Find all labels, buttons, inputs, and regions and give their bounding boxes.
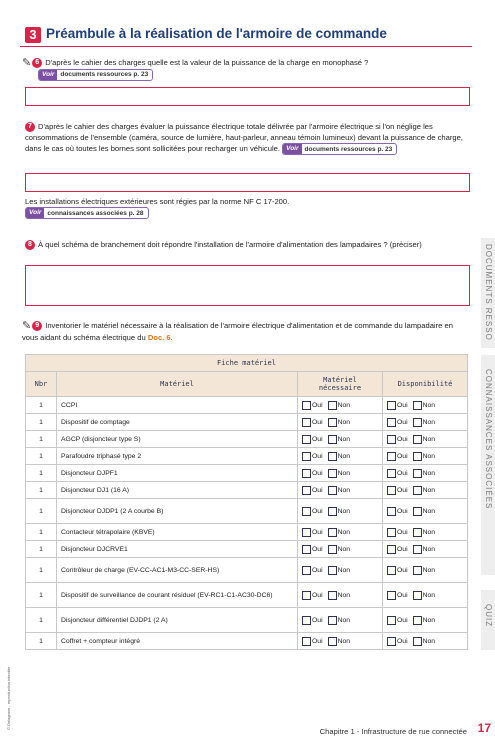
checkbox-oui[interactable] <box>387 591 396 600</box>
row-nbr: 1 <box>26 397 57 414</box>
row-materiel: Disjoncteur DJDP1 (2 A courbe B) <box>57 499 298 524</box>
checkbox-oui[interactable] <box>387 545 396 554</box>
checkbox-non[interactable] <box>328 528 337 537</box>
note-text: Les installations électriques extérieures sont régies par la norme NF C 17-200. <box>25 197 290 206</box>
row-nbr: 1 <box>26 541 57 558</box>
checkbox-oui[interactable] <box>387 469 396 478</box>
checkbox-label-non: Non <box>337 545 351 553</box>
checkbox-oui[interactable] <box>302 545 311 554</box>
checkbox-label-non: Non <box>422 418 436 426</box>
table-row <box>26 414 468 431</box>
row-nbr: 1 <box>26 499 57 524</box>
checkbox-oui[interactable] <box>302 486 311 495</box>
row-nbr: 1 <box>26 414 57 431</box>
checkbox-non[interactable] <box>413 418 422 427</box>
checkbox-label-non: Non <box>422 507 436 515</box>
row-materiel: CCPI <box>57 397 298 414</box>
row-materiel: AGCP (disjoncteur type S) <box>57 431 298 448</box>
row-necessaire <box>298 499 383 524</box>
checkbox-oui[interactable] <box>302 507 311 516</box>
question-number: 7 <box>25 122 35 132</box>
checkbox-non[interactable] <box>328 435 337 444</box>
row-nbr: 1 <box>26 558 57 583</box>
row-dispo <box>383 414 468 431</box>
checkbox-label-oui: Oui <box>397 566 408 574</box>
checkbox-label-oui: Oui <box>312 637 323 645</box>
checkbox-non[interactable] <box>328 401 337 410</box>
row-materiel: Disjoncteur différentiel DJDP1 (2 A) <box>57 608 298 633</box>
checkbox-label-non: Non <box>422 591 436 599</box>
checkbox-oui[interactable] <box>387 418 396 427</box>
checkbox-non[interactable] <box>413 545 422 554</box>
row-necessaire <box>298 448 383 465</box>
voir-link[interactable]: Voir documents ressources p. 23 <box>282 143 397 155</box>
checkbox-label-non: Non <box>337 418 351 426</box>
checkbox-label-oui: Oui <box>312 418 323 426</box>
table-row <box>26 448 468 465</box>
question-number: 9 <box>32 321 42 331</box>
row-dispo <box>383 633 468 650</box>
question-7 <box>25 121 470 155</box>
checkbox-non[interactable] <box>328 566 337 575</box>
row-materiel: Coffret + compteur intégré <box>57 633 298 650</box>
row-necessaire <box>298 583 383 608</box>
table-row <box>26 499 468 524</box>
checkbox-label-oui: Oui <box>312 401 323 409</box>
checkbox-label-oui: Oui <box>397 528 408 536</box>
checkbox-label-non: Non <box>422 545 436 553</box>
answer-box-q8[interactable] <box>25 265 470 306</box>
checkbox-label-oui: Oui <box>312 591 323 599</box>
checkbox-label-non: Non <box>337 486 351 494</box>
side-tab-documents[interactable]: DOCUMENTS RESSO <box>481 238 495 348</box>
checkbox-oui[interactable] <box>387 528 396 537</box>
row-necessaire <box>298 608 383 633</box>
checkbox-non[interactable] <box>413 452 422 461</box>
checkbox-non[interactable] <box>413 528 422 537</box>
checkbox-non[interactable] <box>413 435 422 444</box>
checkbox-non[interactable] <box>328 486 337 495</box>
checkbox-oui[interactable] <box>302 591 311 600</box>
row-materiel: Contrôleur de charge (EV-CC-AC1-M3-CC-SER-HS) <box>57 558 298 583</box>
checkbox-label-non: Non <box>422 486 436 494</box>
checkbox-label-oui: Oui <box>397 486 408 494</box>
checkbox-label-oui: Oui <box>312 469 323 477</box>
row-materiel: Dispositif de comptage <box>57 414 298 431</box>
checkbox-label-oui: Oui <box>397 637 408 645</box>
row-nbr: 1 <box>26 448 57 465</box>
row-dispo <box>383 499 468 524</box>
fiche-materiel-table <box>25 354 468 650</box>
row-dispo <box>383 524 468 541</box>
checkbox-non[interactable] <box>413 566 422 575</box>
row-dispo <box>383 608 468 633</box>
checkbox-non[interactable] <box>413 637 422 646</box>
checkbox-label-non: Non <box>337 469 351 477</box>
header-necessaire: Matériel nécessaire <box>298 372 383 397</box>
question-number: 8 <box>25 240 35 250</box>
checkbox-label-oui: Oui <box>312 616 323 624</box>
checkbox-label-non: Non <box>337 452 351 460</box>
row-dispo <box>383 465 468 482</box>
checkbox-label-oui: Oui <box>397 401 408 409</box>
checkbox-non[interactable] <box>328 591 337 600</box>
table-row <box>26 558 468 583</box>
checkbox-label-non: Non <box>337 528 351 536</box>
table-body <box>26 397 468 650</box>
checkbox-oui[interactable] <box>302 452 311 461</box>
checkbox-non[interactable] <box>413 591 422 600</box>
table-row <box>26 431 468 448</box>
checkbox-non[interactable] <box>328 637 337 646</box>
checkbox-oui[interactable] <box>387 507 396 516</box>
checkbox-label-non: Non <box>422 469 436 477</box>
pencil-icon: ✎ <box>22 56 32 69</box>
row-necessaire <box>298 541 383 558</box>
checkbox-oui[interactable] <box>387 616 396 625</box>
checkbox-non[interactable] <box>328 616 337 625</box>
checkbox-label-oui: Oui <box>397 545 408 553</box>
row-nbr: 1 <box>26 583 57 608</box>
checkbox-label-oui: Oui <box>312 545 323 553</box>
checkbox-non[interactable] <box>328 418 337 427</box>
checkbox-oui[interactable] <box>302 566 311 575</box>
section-number: 3 <box>25 27 41 43</box>
table-row <box>26 583 468 608</box>
checkbox-label-non: Non <box>422 401 436 409</box>
checkbox-label-oui: Oui <box>312 452 323 460</box>
checkbox-label-non: Non <box>337 435 351 443</box>
question-9: ✎ 9 Inventorier le matériel nécessaire à la réalisation de l'armoire électrique d'alimentation et de commande du lampadaire en vous aidant du schéma électrique du Doc. 6. <box>22 319 453 342</box>
row-nbr: 1 <box>26 482 57 499</box>
voir-link[interactable]: Voir connaissances associées p. 28 <box>25 207 149 219</box>
row-necessaire <box>298 633 383 650</box>
checkbox-label-non: Non <box>422 528 436 536</box>
section-title: Préambule à la réalisation de l'armoire de commande <box>46 26 387 41</box>
question-8 <box>25 239 470 250</box>
question-number: 6 <box>32 58 42 68</box>
checkbox-oui[interactable] <box>387 452 396 461</box>
checkbox-label-non: Non <box>337 401 351 409</box>
row-dispo <box>383 482 468 499</box>
checkbox-non[interactable] <box>413 616 422 625</box>
checkbox-label-non: Non <box>422 452 436 460</box>
checkbox-oui[interactable] <box>387 435 396 444</box>
checkbox-oui[interactable] <box>302 469 311 478</box>
checkbox-label-non: Non <box>337 637 351 645</box>
checkbox-label-oui: Oui <box>312 566 323 574</box>
chapter-footer: Chapitre 1 - Infrastructure de rue connectée <box>319 727 467 736</box>
checkbox-oui[interactable] <box>302 435 311 444</box>
checkbox-label-oui: Oui <box>312 528 323 536</box>
checkbox-label-non: Non <box>422 566 436 574</box>
row-dispo <box>383 448 468 465</box>
row-materiel: Parafoudre triphasé type 2 <box>57 448 298 465</box>
checkbox-non[interactable] <box>328 507 337 516</box>
checkbox-label-oui: Oui <box>312 435 323 443</box>
table-row <box>26 524 468 541</box>
header-nbr: Nbr <box>26 372 57 397</box>
table-row <box>26 465 468 482</box>
question-6 <box>22 57 470 81</box>
checkbox-label-oui: Oui <box>397 507 408 515</box>
checkbox-label-non: Non <box>422 616 436 624</box>
checkbox-label-non: Non <box>422 435 436 443</box>
row-dispo <box>383 541 468 558</box>
pencil-icon: ✎ <box>22 319 32 332</box>
checkbox-oui[interactable] <box>387 637 396 646</box>
checkbox-non[interactable] <box>328 469 337 478</box>
checkbox-oui[interactable] <box>387 401 396 410</box>
doc-reference[interactable]: Doc. 6 <box>147 332 171 342</box>
row-nbr: 1 <box>26 633 57 650</box>
checkbox-non[interactable] <box>413 507 422 516</box>
row-necessaire <box>298 414 383 431</box>
checkbox-label-non: Non <box>337 616 351 624</box>
checkbox-oui[interactable] <box>302 401 311 410</box>
question-text: À quel schéma de branchement doit répondre l'installation de l'armoire d'alimentation des lampadaires ? (préciser) <box>38 240 422 249</box>
checkbox-label-non: Non <box>337 507 351 515</box>
row-necessaire <box>298 431 383 448</box>
row-dispo <box>383 397 468 414</box>
row-dispo <box>383 558 468 583</box>
checkbox-label-oui: Oui <box>312 507 323 515</box>
header-materiel: Matériel <box>57 372 298 397</box>
row-nbr: 1 <box>26 608 57 633</box>
row-necessaire <box>298 397 383 414</box>
row-dispo <box>383 431 468 448</box>
page-number: 17 <box>477 721 491 735</box>
row-materiel: Disjoncteur DJ1 (16 A) <box>57 482 298 499</box>
header-disponibilite: Disponibilité <box>383 372 468 397</box>
row-materiel: Disjoncteur DJCRVE1 <box>57 541 298 558</box>
table-row <box>26 608 468 633</box>
checkbox-non[interactable] <box>413 486 422 495</box>
answer-box-q6[interactable] <box>25 87 470 106</box>
row-necessaire <box>298 465 383 482</box>
copyright: © Delagrave - reproduction interdite <box>6 666 11 730</box>
checkbox-label-oui: Oui <box>397 452 408 460</box>
table-row <box>26 482 468 499</box>
checkbox-label-oui: Oui <box>397 418 408 426</box>
checkbox-oui[interactable] <box>387 566 396 575</box>
checkbox-label-non: Non <box>337 591 351 599</box>
voir-link[interactable]: Voir documents ressources p. 23 <box>38 69 153 81</box>
checkbox-oui[interactable] <box>387 486 396 495</box>
side-tab-quiz[interactable]: QUIZ <box>481 590 495 650</box>
checkbox-label-oui: Oui <box>397 591 408 599</box>
row-necessaire <box>298 482 383 499</box>
norme-note <box>25 196 470 219</box>
checkbox-label-oui: Oui <box>397 616 408 624</box>
checkbox-label-non: Non <box>422 637 436 645</box>
table-row <box>26 633 468 650</box>
table-row <box>26 397 468 414</box>
checkbox-non[interactable] <box>328 545 337 554</box>
table-row <box>26 541 468 558</box>
row-materiel: Contacteur tétrapolaire (KBVE) <box>57 524 298 541</box>
checkbox-non[interactable] <box>328 452 337 461</box>
table-title: Fiche matériel <box>26 355 468 372</box>
answer-box-q7[interactable] <box>25 173 470 192</box>
row-nbr: 1 <box>26 431 57 448</box>
checkbox-oui[interactable] <box>302 616 311 625</box>
checkbox-label-non: Non <box>337 566 351 574</box>
checkbox-label-oui: Oui <box>397 469 408 477</box>
row-necessaire <box>298 524 383 541</box>
row-necessaire <box>298 558 383 583</box>
checkbox-oui[interactable] <box>302 528 311 537</box>
row-materiel: Dispositif de surveillance de courant résiduel (EV-RC1-C1-AC30-DC6) <box>57 583 298 608</box>
row-materiel: Disjoncteur DJPF1 <box>57 465 298 482</box>
checkbox-label-oui: Oui <box>312 486 323 494</box>
checkbox-oui[interactable] <box>302 418 311 427</box>
row-dispo <box>383 583 468 608</box>
section-divider <box>20 46 472 47</box>
row-nbr: 1 <box>26 465 57 482</box>
question-text: Inventorier le matériel nécessaire à la réalisation de l'armoire électrique d'alimentation et de commande du lampadaire en vous aidant du schéma électrique du <box>22 321 453 342</box>
side-tab-connaissances[interactable]: CONNAISSANCES ASSOCIÉES <box>481 355 495 575</box>
checkbox-non[interactable] <box>413 401 422 410</box>
row-nbr: 1 <box>26 524 57 541</box>
question-text: D'après le cahier des charges quelle est la valeur de la puissance de la charge en monophasé ? <box>45 58 369 67</box>
checkbox-oui[interactable] <box>302 637 311 646</box>
question-text: D'après le cahier des charges évaluer la puissance électrique totale délivrée par l'armoire électrique si l'on néglige les consommations de l'ensemble (caméra, source de lumière, haut-parleur, anneau témoin lumineux) devant la puissance de charge, dans le cas où toutes les bornes sont sollicitées pour recharger un véhicule. <box>25 122 463 153</box>
checkbox-non[interactable] <box>413 469 422 478</box>
checkbox-label-oui: Oui <box>397 435 408 443</box>
